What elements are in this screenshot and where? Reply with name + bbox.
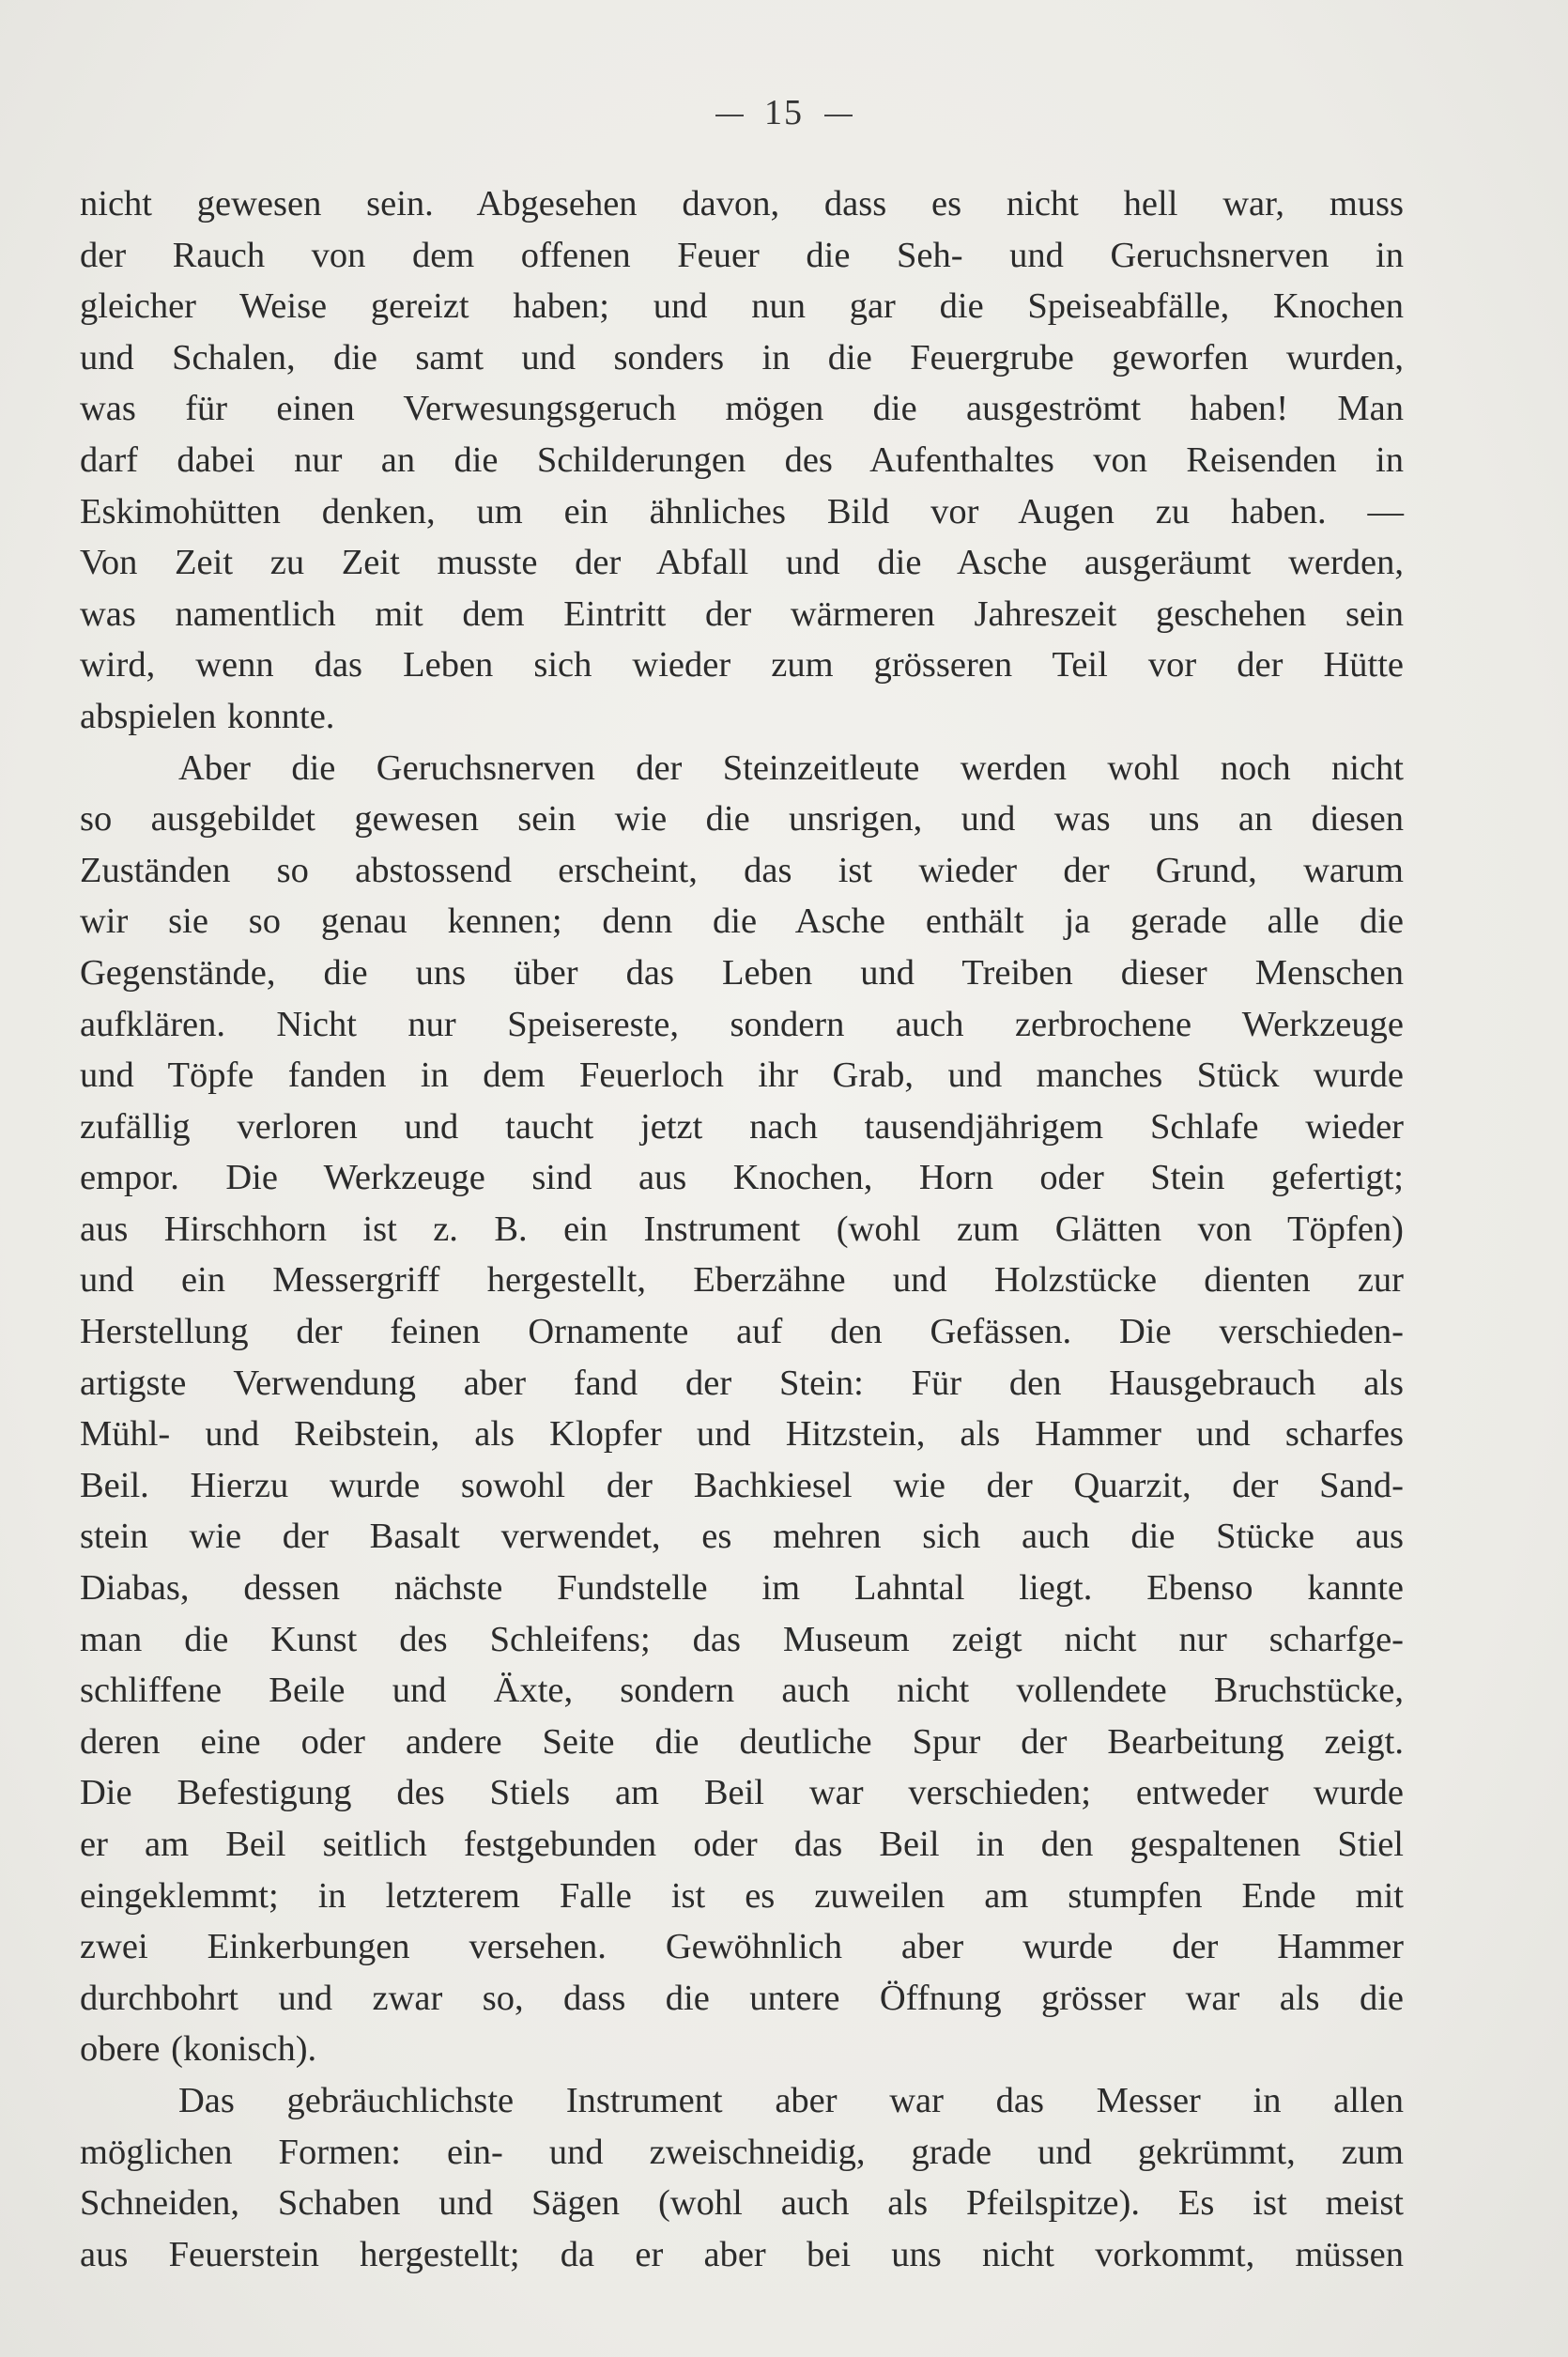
text-line: Herstellung der feinen Ornamente auf den Gefässen. Die verschieden- bbox=[80, 1312, 1404, 1352]
text-line: Diabas, dessen nächste Fundstelle im Lahntal liegt. Ebenso kannte bbox=[80, 1568, 1404, 1609]
paragraph-end-line: obere (konisch). bbox=[80, 2029, 317, 2070]
text-line: Mühl- und Reibstein, als Klopfer und Hitzstein, als Hammer und scharfes bbox=[80, 1414, 1404, 1455]
text-line: er am Beil seitlich festgebunden oder das Beil in den gespaltenen Stiel bbox=[80, 1825, 1404, 1864]
text-line: man die Kunst des Schleifens; das Museum zeigt nicht nur scharfge- bbox=[80, 1619, 1404, 1659]
text-line: deren eine oder andere Seite die deutliche Spur der Bearbeitung zeigt. bbox=[80, 1721, 1404, 1762]
page-number bbox=[0, 92, 1568, 133]
text-line: Von Zeit zu Zeit musste der Abfall und die Asche ausgeräumt werden, bbox=[80, 543, 1404, 583]
text-line: und ein Messergriff hergestellt, Eberzähne und Holzstücke dienten zur bbox=[80, 1260, 1404, 1301]
text-line: eingeklemmt; in letzterem Falle ist es zuweilen am stumpfen Ende mit bbox=[80, 1875, 1404, 1916]
text-line: was für einen Verwesungsgeruch mögen die ausgeströmt haben! Man bbox=[80, 389, 1404, 429]
text-line: was namentlich mit dem Eintritt der wärmeren Jahreszeit geschehen sein bbox=[80, 593, 1404, 634]
text-line: nicht gewesen sein. Abgesehen davon, dass es nicht hell war, muss bbox=[80, 184, 1404, 223]
text-line: gleicher Weise gereizt haben; und nun gar die Speiseabfälle, Knochen bbox=[80, 286, 1404, 327]
body-text bbox=[80, 178, 1404, 2280]
text-line: und Schalen, die samt und sonders in die Feuergrube geworfen wurden, bbox=[80, 337, 1404, 377]
paragraph-end-line: abspielen konnte. bbox=[80, 696, 335, 736]
text-line: Beil. Hierzu wurde sowohl der Bachkiesel wie der Quarzit, der Sand- bbox=[80, 1465, 1404, 1505]
page-number-dash-left bbox=[715, 115, 744, 116]
text-line: möglichen Formen: ein- und zweischneidig, grade und gekrümmt, zum bbox=[80, 2132, 1404, 2172]
text-line: aus Hirschhorn ist z. B. ein Instrument (wohl zum Glätten von Töpfen) bbox=[80, 1209, 1404, 1249]
text-line: und Töpfe fanden in dem Feuerloch ihr Grab, und manches Stück wurde bbox=[80, 1055, 1404, 1096]
paragraph-start-line: Aber die Geruchsnerven der Steinzeitleute werden wohl noch nicht bbox=[178, 747, 1404, 788]
text-line: durchbohrt und zwar so, dass die untere Öffnung grösser war als die bbox=[80, 1978, 1404, 2018]
text-line: Eskimohütten denken, um ein ähnliches Bild vor Augen zu haben. — bbox=[80, 491, 1404, 531]
text-line: aufklären. Nicht nur Speisereste, sondern auch zerbrochene Werkzeuge bbox=[80, 1004, 1404, 1044]
text-line: Die Befestigung des Stiels am Beil war verschieden; entweder wurde bbox=[80, 1773, 1404, 1813]
page-number-dash-right bbox=[824, 115, 853, 116]
text-line: Zuständen so abstossend erscheint, das ist wieder der Grund, warum bbox=[80, 850, 1404, 890]
text-line: aus Feuerstein hergestellt; da er aber bei uns nicht vorkommt, müssen bbox=[80, 2234, 1404, 2274]
text-line: darf dabei nur an die Schilderungen des Aufenthaltes von Reisenden in bbox=[80, 439, 1404, 480]
paragraph-start-line: Das gebräuchlichste Instrument aber war das Messer in allen bbox=[178, 2080, 1404, 2120]
text-line: wir sie so genau kennen; denn die Asche enthält ja gerade alle die bbox=[80, 901, 1404, 942]
text-line: empor. Die Werkzeuge sind aus Knochen, Horn oder Stein gefertigt; bbox=[80, 1158, 1404, 1198]
text-line: Gegenstände, die uns über das Leben und Treiben dieser Menschen bbox=[80, 952, 1404, 993]
text-line: zufällig verloren und taucht jetzt nach tausendjährigem Schlafe wieder bbox=[80, 1106, 1404, 1147]
text-line: stein wie der Basalt verwendet, es mehren sich auch die Stücke aus bbox=[80, 1517, 1404, 1557]
text-line: der Rauch von dem offenen Feuer die Seh- und Geruchsnerven in bbox=[80, 235, 1404, 275]
text-line: zwei Einkerbungen versehen. Gewöhnlich aber wurde der Hammer bbox=[80, 1927, 1404, 1967]
page-number-value: 15 bbox=[764, 93, 804, 132]
text-line: artigste Verwendung aber fand der Stein: Für den Hausgebrauch als bbox=[80, 1363, 1404, 1403]
text-line: Schneiden, Schaben und Sägen (wohl auch als Pfeilspitze). Es ist meist bbox=[80, 2183, 1404, 2224]
text-line: wird, wenn das Leben sich wieder zum grösseren Teil vor der Hütte bbox=[80, 645, 1404, 686]
text-line: so ausgebildet gewesen sein wie die unsrigen, und was uns an diesen bbox=[80, 799, 1404, 840]
text-line: schliffene Beile und Äxte, sondern auch nicht vollendete Bruchstücke, bbox=[80, 1671, 1404, 1711]
